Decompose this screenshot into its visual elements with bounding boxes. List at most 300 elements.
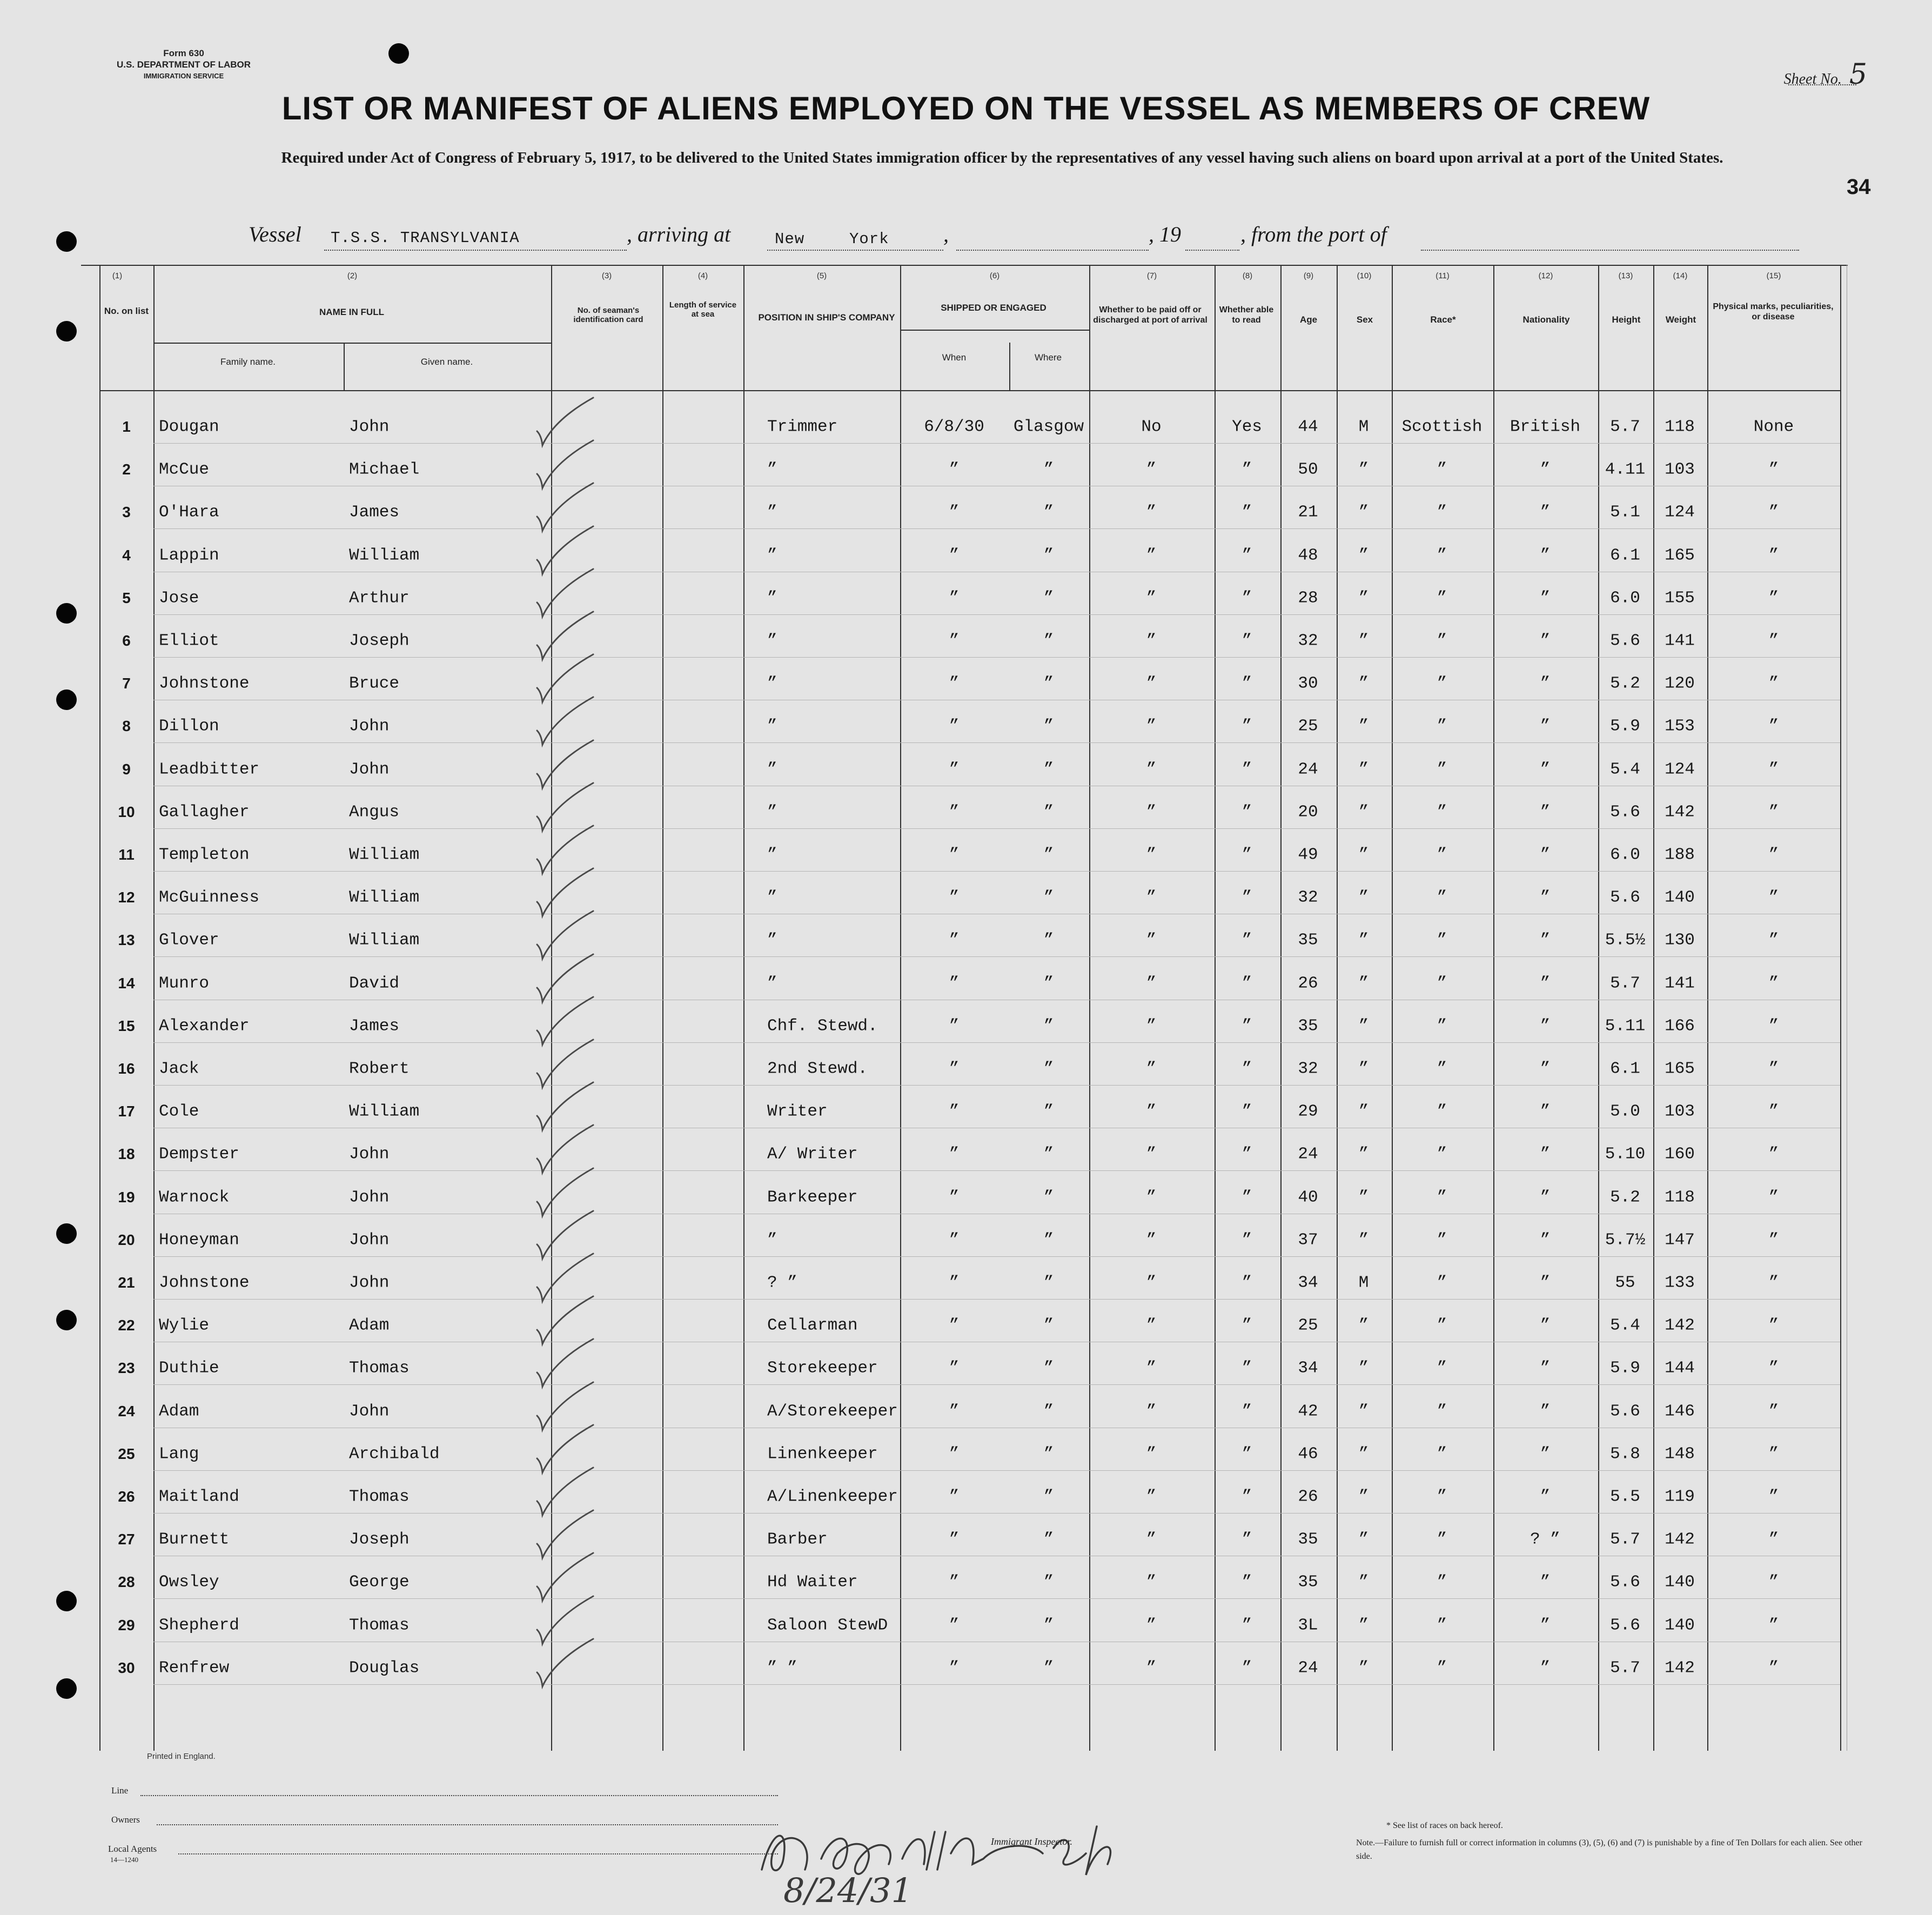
cell-race: ” [1437, 1572, 1447, 1592]
page-title: LIST OR MANIFEST OF ALIENS EMPLOYED ON THE VESSEL AS MEMBERS OF CREW [281, 90, 1651, 126]
cell-paid: ” [1146, 1616, 1157, 1635]
cell-no: 24 [118, 1402, 135, 1419]
cell-age: 20 [1298, 802, 1318, 822]
cell-age: 32 [1298, 1059, 1318, 1079]
cell-nationality: ” [1540, 888, 1551, 907]
cell-sex: ” [1358, 717, 1369, 736]
cell-marks: ” [1768, 930, 1779, 950]
cell-race: ” [1437, 1188, 1447, 1207]
cell-no: 13 [118, 932, 135, 949]
cell-family: Glover [159, 930, 219, 950]
cell-read: ” [1242, 1530, 1252, 1549]
cell-race: ” [1437, 1016, 1447, 1036]
cell-read: ” [1242, 631, 1252, 651]
punch-hole [56, 1678, 77, 1699]
cell-given: William [349, 546, 420, 565]
cell-position: ” [767, 588, 777, 608]
cell-paid: ” [1146, 631, 1157, 651]
cell-sex: ” [1358, 802, 1369, 822]
cell-position: ? ” [767, 1273, 797, 1293]
cell-read: ” [1242, 546, 1252, 565]
cell-given: Thomas [349, 1358, 410, 1378]
cell-position: Cellarman [767, 1316, 858, 1335]
cell-age: 21 [1298, 503, 1318, 522]
cell-no: 30 [118, 1659, 135, 1676]
row-rule [153, 1684, 1840, 1685]
cell-weight: 141 [1665, 631, 1695, 651]
cell-race: ” [1437, 1402, 1447, 1421]
cell-family: Leadbitter [159, 760, 260, 779]
cell-paid: ” [1146, 1444, 1157, 1464]
cell-family: Honeyman [159, 1230, 239, 1250]
row-rule [153, 614, 1840, 615]
cell-marks: ” [1768, 1144, 1779, 1164]
header-family-name: Family name. [220, 357, 276, 367]
cell-weight: 165 [1665, 1059, 1695, 1079]
column-divider [1840, 265, 1841, 1751]
cell-where: ” [1043, 930, 1054, 950]
cell-family: Wylie [159, 1316, 210, 1335]
cell-race: ” [1437, 503, 1447, 522]
arriving-city-1: New [775, 230, 805, 248]
cell-given: William [349, 888, 420, 907]
cell-age: 24 [1298, 1144, 1318, 1164]
cell-read: ” [1242, 1358, 1252, 1378]
column-divider [153, 265, 155, 1751]
cell-height: 5.1 [1610, 503, 1640, 522]
row-rule [153, 1042, 1840, 1043]
cell-race: ” [1437, 631, 1447, 651]
cell-height: 6.1 [1610, 1059, 1640, 1079]
cell-sex: ” [1358, 1402, 1369, 1421]
cell-when: ” [949, 1273, 960, 1293]
header-when: When [942, 352, 967, 363]
cell-age: 28 [1298, 588, 1318, 608]
cell-where: ” [1043, 1402, 1054, 1421]
cell-paid: ” [1146, 1530, 1157, 1549]
cell-read: ” [1242, 588, 1252, 608]
cell-no: 19 [118, 1188, 135, 1206]
cell-race: ” [1437, 1059, 1447, 1079]
column-divider [1280, 265, 1282, 1751]
header-length-service: Length of service at sea [669, 300, 737, 319]
cell-when: ” [949, 1102, 960, 1121]
vessel-name-line [324, 250, 627, 251]
cell-height: 5.7½ [1605, 1230, 1646, 1250]
cell-where: ” [1043, 503, 1054, 522]
cell-given: Michael [349, 460, 420, 479]
cell-age: 50 [1298, 460, 1318, 479]
cell-sex: ” [1358, 1616, 1369, 1635]
row-rule [153, 871, 1840, 872]
cell-read: ” [1242, 888, 1252, 907]
cell-paid: ” [1146, 1230, 1157, 1250]
vessel-name: T.S.S. TRANSYLVANIA [331, 229, 520, 247]
cell-position: Storekeeper [767, 1358, 878, 1378]
printed-in-note: Printed in England. [147, 1752, 216, 1761]
cell-position: Hd Waiter [767, 1572, 858, 1592]
cell-position: Barber [767, 1530, 828, 1549]
cell-age: 35 [1298, 930, 1318, 950]
cell-paid: ” [1146, 1144, 1157, 1164]
cell-when: ” [949, 1316, 960, 1335]
header-weight: Weight [1665, 314, 1696, 325]
cell-height: 5.9 [1610, 717, 1640, 736]
cell-age: 44 [1298, 417, 1318, 437]
row-rule [153, 1170, 1840, 1171]
column-number: (6) [989, 271, 1000, 280]
cell-sex: ” [1358, 1016, 1369, 1036]
cell-height: 5.5 [1610, 1487, 1640, 1506]
cell-where: ” [1043, 1572, 1054, 1592]
cell-given: William [349, 1102, 420, 1121]
column-divider [743, 265, 744, 1751]
cell-sex: ” [1358, 674, 1369, 693]
cell-sex: ” [1358, 1144, 1369, 1164]
cell-no: 29 [118, 1616, 135, 1633]
cell-nationality: ” [1540, 1059, 1551, 1079]
check-mark-icon [533, 1635, 603, 1699]
header-bottom-rule [99, 390, 1840, 391]
cell-given: Douglas [349, 1658, 420, 1678]
cell-height: 6.0 [1610, 845, 1640, 865]
cell-family: Burnett [159, 1530, 230, 1549]
cell-paid: ” [1146, 1188, 1157, 1207]
cell-no: 28 [118, 1573, 135, 1591]
cell-height: 5.5½ [1605, 930, 1646, 950]
cell-family: Dillon [159, 717, 219, 736]
race-footnote: * See list of races on back hereof. [1386, 1821, 1503, 1830]
cell-where: ” [1043, 1358, 1054, 1378]
cell-age: 48 [1298, 546, 1318, 565]
cell-when: ” [949, 1616, 960, 1635]
cell-height: 5.7 [1610, 417, 1640, 437]
cell-read: ” [1242, 1402, 1252, 1421]
column-divider [1337, 265, 1338, 1751]
cell-weight: 147 [1665, 1230, 1695, 1250]
cell-given: Robert [349, 1059, 410, 1079]
cell-age: 40 [1298, 1188, 1318, 1207]
sheet-number: 5 [1849, 58, 1867, 91]
cell-race: ” [1437, 1230, 1447, 1250]
cell-marks: ” [1768, 1658, 1779, 1678]
cell-given: Bruce [349, 674, 400, 693]
cell-height: 55 [1615, 1273, 1635, 1293]
cell-nationality: ” [1540, 503, 1551, 522]
cell-given: John [349, 1230, 390, 1250]
cell-read: ” [1242, 1572, 1252, 1592]
cell-marks: None [1753, 417, 1794, 437]
page-marker: 34 [1847, 175, 1871, 199]
column-number: (8) [1242, 271, 1253, 280]
cell-marks: ” [1768, 503, 1779, 522]
cell-read: ” [1242, 1616, 1252, 1635]
arriving-comma: , [943, 222, 949, 246]
cell-position: ” [767, 888, 777, 907]
column-divider [1653, 265, 1654, 1751]
cell-read: ” [1242, 460, 1252, 479]
cell-sex: ” [1358, 974, 1369, 993]
cell-position: ” [767, 717, 777, 736]
cell-paid: ” [1146, 1487, 1157, 1506]
cell-given: John [349, 717, 390, 736]
page-subtitle: Required under Act of Congress of February 5, 1917, to be delivered to the United States immigration officer by the representatives of any vessel having such aliens on board upon arrival at a port of the United States. [281, 149, 1723, 166]
cell-nationality: ” [1540, 1230, 1551, 1250]
cell-where: ” [1043, 1230, 1054, 1250]
cell-where: ” [1043, 974, 1054, 993]
cell-given: John [349, 417, 390, 437]
header-name-in-full: NAME IN FULL [319, 307, 384, 317]
cell-marks: ” [1768, 717, 1779, 736]
cell-age: 29 [1298, 1102, 1318, 1121]
agents-field [178, 1853, 778, 1854]
cell-paid: ” [1146, 760, 1157, 779]
cell-marks: ” [1768, 674, 1779, 693]
cell-read: ” [1242, 1273, 1252, 1293]
cell-no: 25 [118, 1445, 135, 1462]
cell-family: Adam [159, 1402, 199, 1421]
cell-height: 4.11 [1605, 460, 1646, 479]
cell-paid: ” [1146, 1102, 1157, 1121]
cell-family: Gallagher [159, 802, 250, 822]
header-height: Height [1612, 314, 1641, 325]
cell-marks: ” [1768, 631, 1779, 651]
cell-position: Barkeeper [767, 1188, 858, 1207]
cell-read: ” [1242, 674, 1252, 693]
cell-sex: ” [1358, 760, 1369, 779]
cell-paid: ” [1146, 674, 1157, 693]
header-shipped: SHIPPED OR ENGAGED [941, 303, 1046, 313]
column-number: (12) [1538, 271, 1553, 280]
cell-weight: 140 [1665, 888, 1695, 907]
cell-where: ” [1043, 888, 1054, 907]
cell-when: ” [949, 631, 960, 651]
cell-weight: 153 [1665, 717, 1695, 736]
cell-read: ” [1242, 1487, 1252, 1506]
cell-race: ” [1437, 546, 1447, 565]
cell-position: ” [767, 674, 777, 693]
cell-height: 6.1 [1610, 546, 1640, 565]
cell-marks: ” [1768, 802, 1779, 822]
cell-race: ” [1437, 845, 1447, 865]
cell-family: Elliot [159, 631, 219, 651]
cell-no: 1 [122, 418, 131, 435]
cell-given: Archibald [349, 1444, 440, 1464]
cell-no: 10 [118, 803, 135, 820]
cell-paid: ” [1146, 460, 1157, 479]
cell-position: ” ” [767, 1658, 797, 1678]
cell-marks: ” [1768, 1358, 1779, 1378]
cell-family: Warnock [159, 1188, 230, 1207]
cell-weight: 148 [1665, 1444, 1695, 1464]
cell-age: 34 [1298, 1273, 1318, 1293]
cell-family: Johnstone [159, 1273, 250, 1293]
cell-given: George [349, 1572, 410, 1592]
cell-given: Arthur [349, 588, 410, 608]
cell-weight: 144 [1665, 1358, 1695, 1378]
cell-where: ” [1043, 1102, 1054, 1121]
cell-given: Joseph [349, 1530, 410, 1549]
arriving-city-2: York [849, 230, 889, 248]
cell-nationality: ” [1540, 1616, 1551, 1635]
cell-family: Maitland [159, 1487, 239, 1506]
cell-weight: 142 [1665, 1316, 1695, 1335]
cell-sex: ” [1358, 546, 1369, 565]
cell-when: ” [949, 1059, 960, 1079]
cell-nationality: ” [1540, 802, 1551, 822]
cell-when: ” [949, 717, 960, 736]
cell-age: 25 [1298, 1316, 1318, 1335]
cell-paid: ” [1146, 802, 1157, 822]
cell-nationality: ” [1540, 1316, 1551, 1335]
header-position: POSITION IN SHIP'S COMPANY [758, 312, 895, 323]
cell-paid: ” [1146, 1658, 1157, 1678]
cell-position: ” [767, 503, 777, 522]
cell-when: ” [949, 1444, 960, 1464]
year-label: , 19 [1149, 222, 1181, 246]
cell-sex: ” [1358, 1658, 1369, 1678]
cell-where: ” [1043, 546, 1054, 565]
cell-no: 12 [118, 889, 135, 906]
cell-position: ” [767, 631, 777, 651]
cell-position: Trimmer [767, 417, 838, 437]
cell-read: ” [1242, 930, 1252, 950]
column-number: (11) [1435, 271, 1450, 280]
cell-family: Lang [159, 1444, 199, 1464]
column-number: (3) [601, 271, 612, 280]
row-rule [153, 828, 1840, 829]
cell-paid: ” [1146, 1016, 1157, 1036]
vessel-label: Vessel [249, 222, 301, 246]
cell-family: Alexander [159, 1016, 250, 1036]
name-subheader-rule [153, 343, 551, 344]
header-age: Age [1299, 314, 1318, 325]
cell-height: 5.8 [1610, 1444, 1640, 1464]
header-where: Where [1034, 352, 1062, 363]
cell-nationality: British [1510, 417, 1581, 437]
row-rule [153, 1384, 1840, 1385]
cell-paid: No [1141, 417, 1162, 437]
cell-position: A/Storekeeper [767, 1402, 898, 1421]
cell-race: ” [1437, 1273, 1447, 1293]
cell-when: ” [949, 1358, 960, 1378]
cell-family: Lappin [159, 546, 219, 565]
cell-nationality: ” [1540, 1444, 1551, 1464]
cell-height: 6.0 [1610, 588, 1640, 608]
cell-nationality: ” [1540, 588, 1551, 608]
sheet-number-block [1784, 58, 1867, 91]
cell-given: John [349, 1188, 390, 1207]
cell-marks: ” [1768, 546, 1779, 565]
cell-nationality: ” [1540, 1487, 1551, 1506]
cell-read: ” [1242, 845, 1252, 865]
cell-given: Angus [349, 802, 400, 822]
service-name: IMMIGRATION SERVICE [143, 72, 224, 80]
cell-no: 4 [122, 546, 131, 564]
cell-sex: ” [1358, 930, 1369, 950]
cell-race: ” [1437, 1530, 1447, 1549]
cell-height: 5.4 [1610, 760, 1640, 779]
cell-where: ” [1043, 1273, 1054, 1293]
cell-position: Saloon StewD [767, 1616, 888, 1635]
cell-marks: ” [1768, 1530, 1779, 1549]
column-subdivider [344, 343, 345, 390]
cell-age: 35 [1298, 1572, 1318, 1592]
cell-family: Dougan [159, 417, 219, 437]
cell-when: ” [949, 1572, 960, 1592]
column-divider [1598, 265, 1599, 1751]
cell-race: ” [1437, 460, 1447, 479]
cell-read: ” [1242, 1102, 1252, 1121]
cell-nationality: ” [1540, 1144, 1551, 1164]
cell-paid: ” [1146, 845, 1157, 865]
cell-weight: 140 [1665, 1572, 1695, 1592]
cell-nationality: ” [1540, 1016, 1551, 1036]
cell-marks: ” [1768, 845, 1779, 865]
port-line [1421, 250, 1799, 251]
cell-nationality: ” [1540, 930, 1551, 950]
cell-nationality: ” [1540, 631, 1551, 651]
cell-sex: ” [1358, 1102, 1369, 1121]
cell-paid: ” [1146, 503, 1157, 522]
cell-family: McGuinness [159, 888, 260, 907]
cell-weight: 133 [1665, 1273, 1695, 1293]
cell-read: ” [1242, 1059, 1252, 1079]
cell-weight: 118 [1665, 417, 1695, 437]
cell-when: ” [949, 1402, 960, 1421]
cell-paid: ” [1146, 1358, 1157, 1378]
cell-paid: ” [1146, 717, 1157, 736]
column-divider [1089, 265, 1090, 1751]
cell-marks: ” [1768, 888, 1779, 907]
cell-age: 25 [1298, 717, 1318, 736]
owners-label: Owners [111, 1814, 140, 1825]
cell-position: ” [767, 974, 777, 993]
cell-marks: ” [1768, 760, 1779, 779]
cell-when: ” [949, 1530, 960, 1549]
cell-where: ” [1043, 1616, 1054, 1635]
column-subdivider [1009, 343, 1010, 390]
cell-where: ” [1043, 1487, 1054, 1506]
column-number: (5) [816, 271, 827, 280]
cell-where: ” [1043, 460, 1054, 479]
column-number: (7) [1146, 271, 1157, 280]
cell-weight: 141 [1665, 974, 1695, 993]
cell-read: ” [1242, 1188, 1252, 1207]
punch-hole [388, 43, 409, 64]
cell-family: O'Hara [159, 503, 219, 522]
cell-read: ” [1242, 1144, 1252, 1164]
cell-age: 30 [1298, 674, 1318, 693]
cell-when: ” [949, 1188, 960, 1207]
cell-race: ” [1437, 888, 1447, 907]
sheet-number-label: Sheet No. [1783, 71, 1842, 88]
cell-age: 37 [1298, 1230, 1318, 1250]
table-top-rule [81, 265, 1848, 266]
cell-height: 5.7 [1610, 1530, 1640, 1549]
header-able-to-read: Whether able to read [1219, 305, 1274, 325]
cell-given: Joseph [349, 631, 410, 651]
department-name: U.S. DEPARTMENT OF LABOR [116, 59, 251, 70]
cell-weight: 120 [1665, 674, 1695, 693]
cell-age: 49 [1298, 845, 1318, 865]
cell-height: 5.4 [1610, 1316, 1640, 1335]
cell-race: ” [1437, 974, 1447, 993]
arriving-line [767, 250, 943, 251]
header-sex: Sex [1356, 314, 1373, 325]
cell-position: Writer [767, 1102, 828, 1121]
cell-when: ” [949, 588, 960, 608]
